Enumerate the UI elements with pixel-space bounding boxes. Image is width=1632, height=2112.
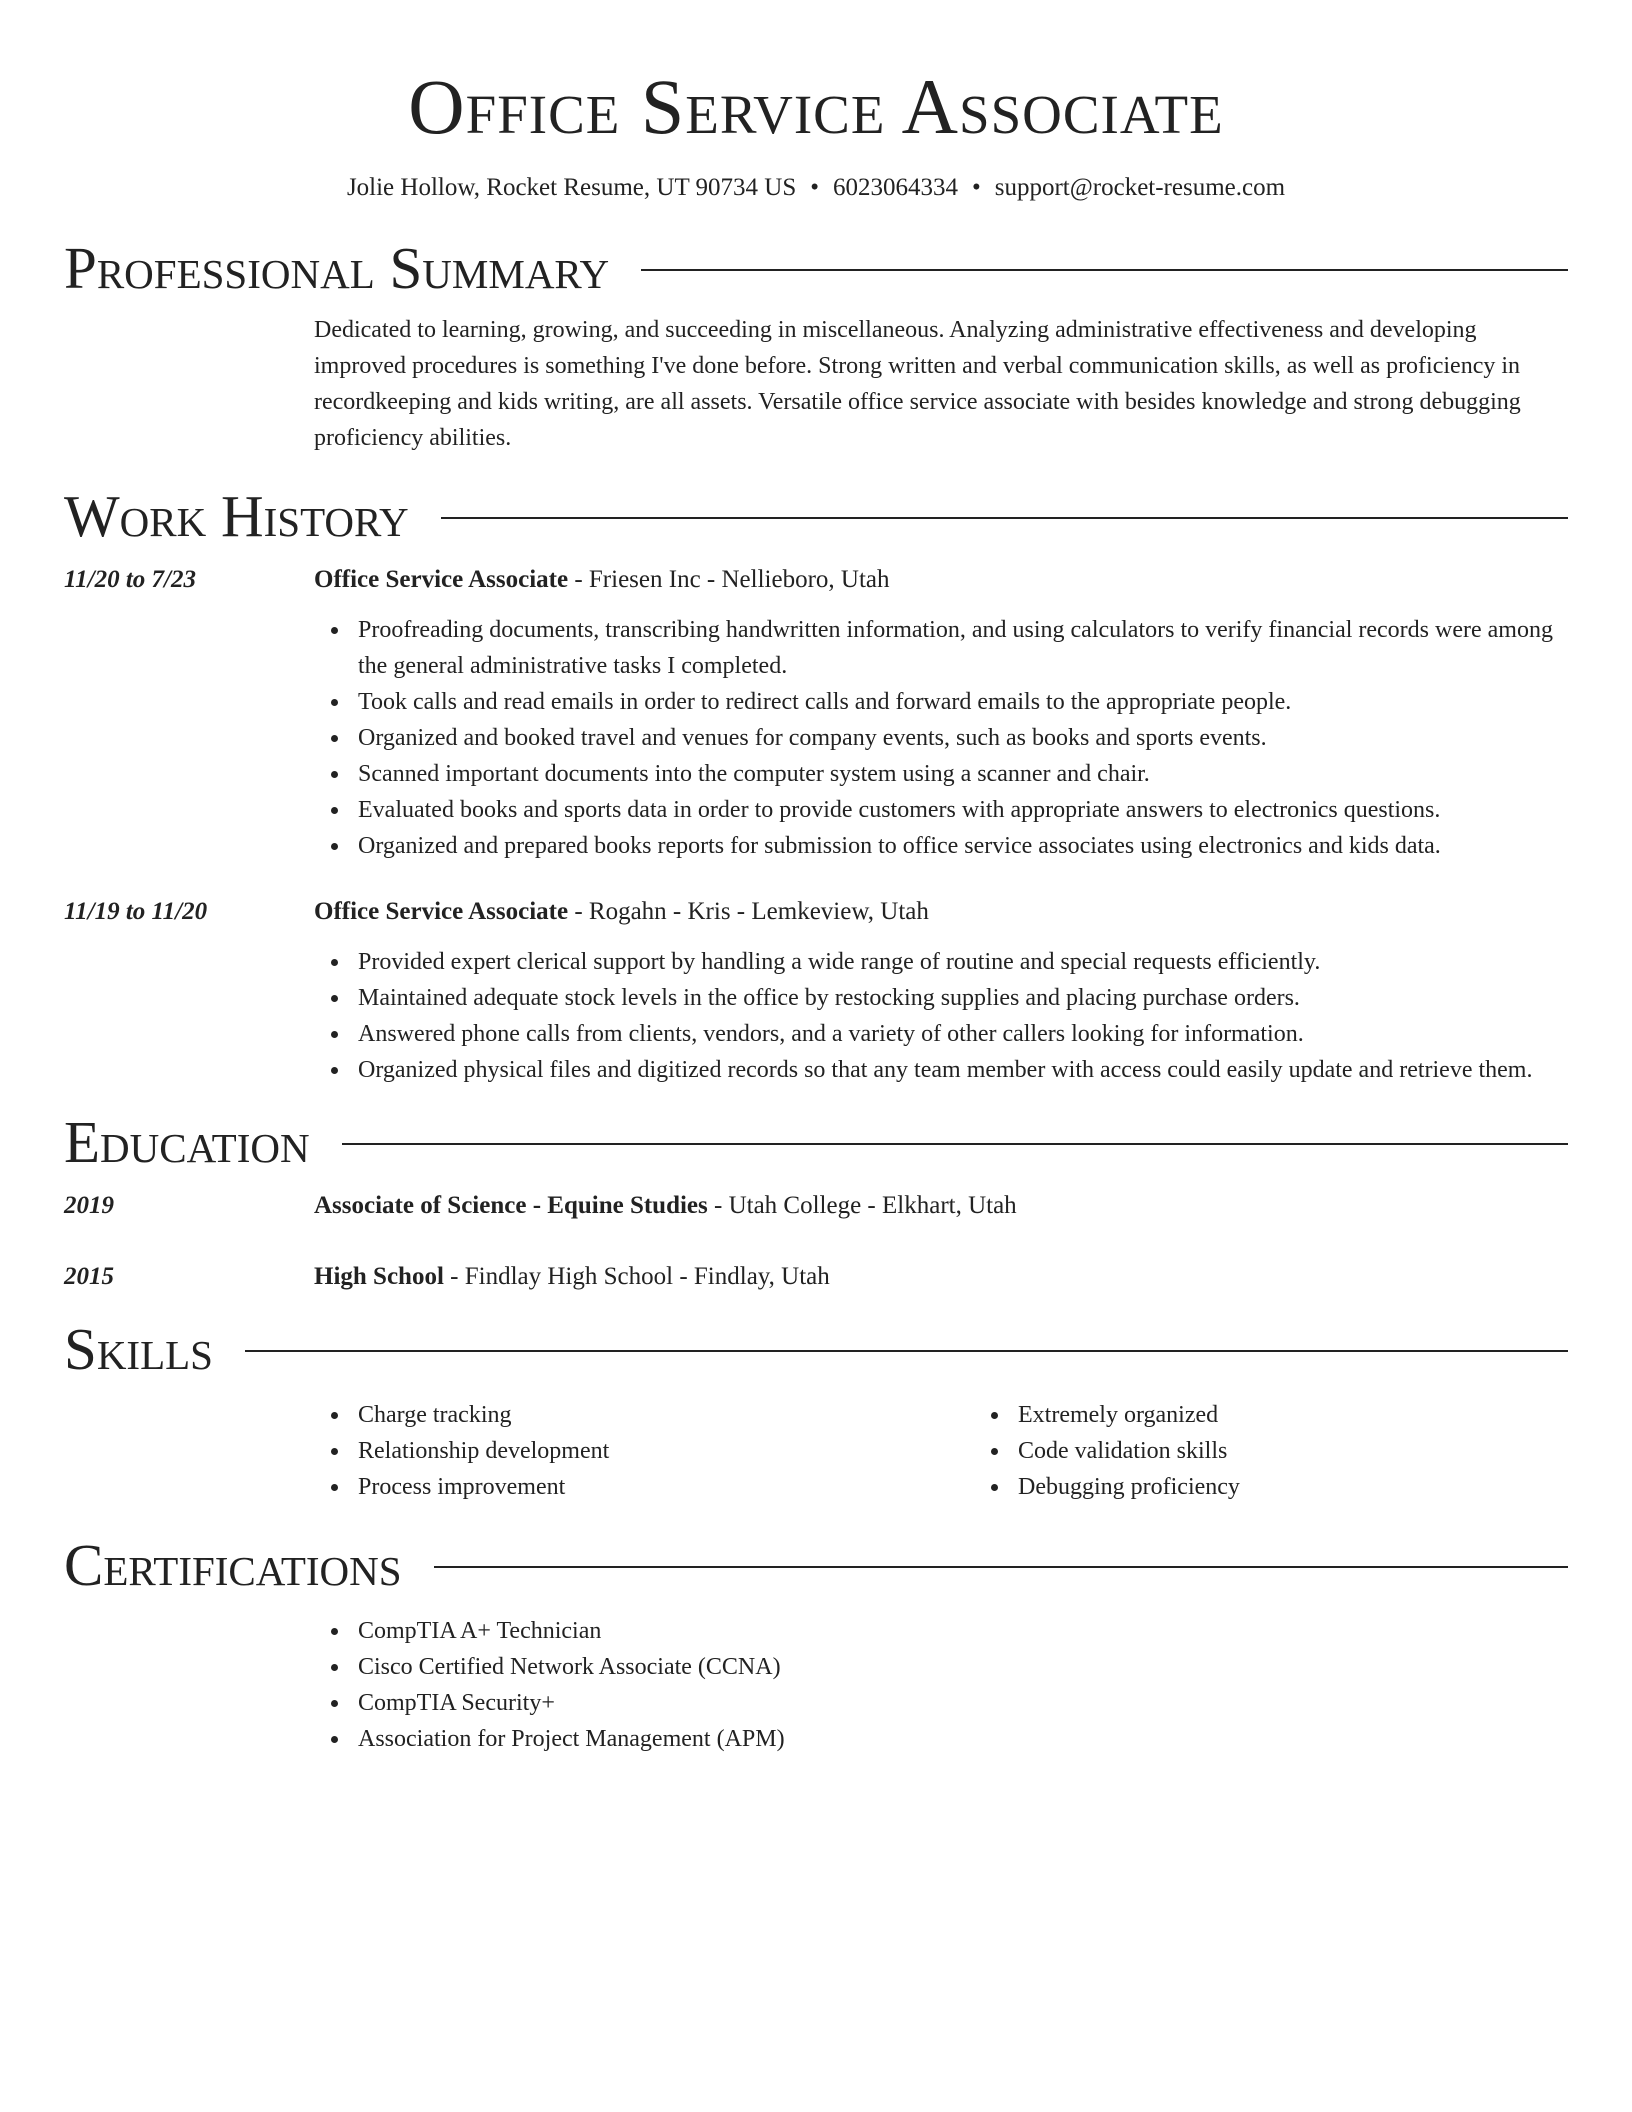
job-bullet: Organized and prepared books reports for submission to office service associates using electronics and kids data. [358,828,1568,864]
contact-line [64,172,1568,204]
education-degree: Associate of Science - Equine Studies [314,1192,708,1219]
education-line [314,1188,1568,1224]
job-bullet-list [314,612,1568,864]
summary-text: Dedicated to learning, growing, and succeeding in miscellaneous. Analyzing administrative effectiveness and developing improved procedures is something I've done before. Strong written and verbal communication skills, as well as proficiency in recordkeeping and kids writing, are all assets. Versatile office service associate with besides knowledge and strong debugging proficiency abilities. [314,317,1521,451]
section-summary-header [64,236,1568,300]
resume-name: Office Service Associate [408,63,1224,150]
job-details: - Friesen Inc - Nellieboro, Utah [568,566,890,593]
summary-left-spacer [64,312,314,456]
job-title: Office Service Associate [314,898,569,925]
education-line [314,1259,1568,1295]
section-skills-header [64,1317,1568,1381]
job-bullet: Provided expert clerical support by handling a wide range of routine and special requests efficiently. [358,944,1568,980]
contact-separator: • [810,174,819,201]
education-entry [64,1188,1568,1224]
section-divider [245,1350,1568,1352]
section-education-header [64,1110,1568,1174]
section-summary-title: Professional Summary [64,235,610,301]
section-divider [641,269,1568,271]
education-details: - Utah College - Elkhart, Utah [707,1192,1017,1219]
section-divider [434,1566,1568,1568]
section-certifications-header [64,1533,1568,1597]
section-education-title: Education [64,1109,310,1175]
education-degree: High School [314,1263,444,1290]
skill-item: Extremely organized [1018,1397,1632,1433]
skills-left-spacer [64,1397,314,1505]
job-bullet: Maintained adequate stock levels in the office by restocking supplies and placing purchase orders. [358,980,1568,1016]
job-dates: 11/20 to 7/23 [64,566,196,593]
section-skills-title: Skills [64,1316,213,1382]
job-entry [64,562,1568,864]
skill-item: Charge tracking [358,1397,974,1433]
job-details: - Rogahn - Kris - Lemkeview, Utah [568,898,929,925]
job-entry [64,894,1568,1088]
certification-item: CompTIA A+ Technician [358,1613,1568,1649]
resume-page [64,0,1568,1757]
contact-separator: • [971,174,981,201]
education-entry [64,1259,1568,1295]
skills-list-left [314,1397,974,1505]
job-bullet: Scanned important documents into the computer system using a scanner and chair. [358,756,1568,792]
skills-list-right [974,1397,1632,1505]
certifications-row [64,1613,1568,1757]
job-dates: 11/19 to 11/20 [64,898,208,925]
job-title-line [314,894,1568,930]
certification-item: CompTIA Security+ [358,1685,1568,1721]
skill-item: Debugging proficiency [1018,1469,1632,1505]
skill-item: Process improvement [358,1469,974,1505]
certifications-list [314,1613,1568,1757]
job-title: Office Service Associate [314,566,569,593]
skill-item: Relationship development [358,1433,974,1469]
section-divider [441,517,1568,519]
job-bullet: Evaluated books and sports data in order to provide customers with appropriate answers to electronics questions. [358,792,1568,828]
certification-item: Cisco Certified Network Associate (CCNA) [358,1649,1568,1685]
certifications-left-spacer [64,1613,314,1757]
job-bullet: Answered phone calls from clients, vendors, and a variety of other callers looking for information. [358,1016,1568,1052]
education-year: 2019 [64,1192,114,1219]
job-bullet-list [314,944,1568,1088]
section-work-title: Work History [64,483,409,549]
job-bullet: Organized and booked travel and venues for company events, such as books and sports events. [358,720,1568,756]
section-work-header [64,484,1568,548]
job-title-line [314,562,1568,598]
section-certifications-title: Certifications [64,1532,402,1598]
summary-row [64,312,1568,456]
skills-row [64,1397,1568,1505]
job-bullet: Proofreading documents, transcribing handwritten information, and using calculators to verify financial records were among the general administrative tasks I completed. [358,612,1568,684]
education-year: 2015 [64,1263,114,1290]
section-divider [342,1143,1568,1145]
job-bullet: Took calls and read emails in order to redirect calls and forward emails to the appropriate people. [358,684,1568,720]
contact-phone: 6023064334 [832,174,958,201]
contact-address: Jolie Hollow, Rocket Resume, UT 90734 US [346,174,797,201]
skill-item: Code validation skills [1018,1433,1632,1469]
contact-email: support@rocket-resume.com [994,174,1286,201]
certification-item: Association for Project Management (APM) [358,1721,1568,1757]
education-details: - Findlay High School - Findlay, Utah [443,1263,830,1290]
job-bullet: Organized physical files and digitized records so that any team member with access could easily update and retrieve them. [358,1052,1568,1088]
